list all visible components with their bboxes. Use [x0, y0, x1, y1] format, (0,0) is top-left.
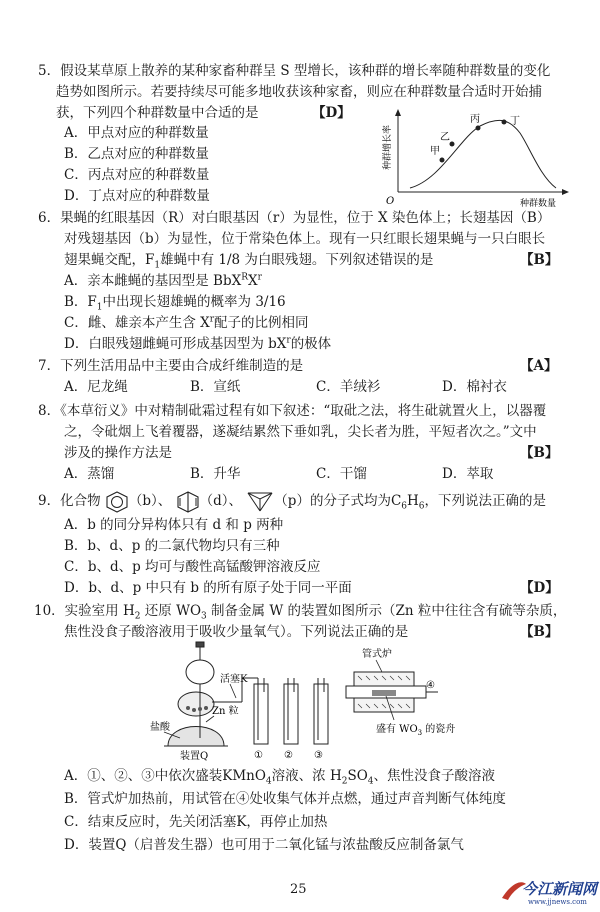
q10-apparatus-figure — [150, 642, 456, 762]
news-site-logo — [498, 872, 598, 908]
q10-line-2: 焦性没食子酸溶液用于吸收少量氧气）。下列说法正确的是 — [64, 624, 409, 640]
q9-option-c: C．b、d、p 均可与酸性高锰酸钾溶液反应 — [64, 559, 321, 575]
wash-bottle-2 — [284, 678, 298, 744]
page-number: 25 — [290, 882, 307, 897]
point-label-ding: 丁 — [510, 116, 520, 127]
q5-option-c: C．丙点对应的种群数量 — [64, 167, 210, 183]
benzene-structure-icon — [105, 491, 129, 513]
label-bottle-1: ① — [254, 750, 263, 761]
graph-origin: O — [386, 196, 395, 207]
q7-answer: 【A】 — [520, 358, 558, 374]
q8-line-1: 8．《本草衍义》中对精制砒霜过程有如下叙述：“取砒之法，将生砒就置火上，以器覆 — [38, 403, 547, 419]
q7-option-c: C．羊绒衫 — [316, 379, 381, 395]
q5-option-d: D．丁点对应的种群数量 — [64, 188, 210, 204]
label-valve: 活塞K — [220, 674, 248, 685]
q9-answer: 【D】 — [520, 580, 559, 596]
point-bing — [476, 126, 481, 131]
porcelain-boat — [372, 690, 396, 696]
furnace-pointer — [376, 660, 382, 672]
label-zn: Zn 粒 — [212, 706, 239, 717]
q10-option-d: D．装置Q（启普发生器）也可用于二氧化锰与浓盐酸反应制备氯气 — [64, 837, 464, 853]
q9-line-1: 9．化合物 （b）、 （d）、 （p）的分子式均为$C_6H_6$，下列说法正确的是 — [38, 490, 546, 513]
point-yi — [450, 142, 455, 147]
graph-xlabel: 种群数量 — [520, 199, 557, 209]
logo-url: www.jjnews.com — [528, 898, 587, 906]
q7-line-1: 7．下列生活用品中主要由合成纤维制造的是 — [38, 358, 304, 374]
point-label-jia: 甲 — [430, 146, 440, 157]
q6-option-c: C．雌、雄亲本产生含 $X^r$配子的比例相同 — [64, 314, 309, 331]
q5-line-2: 趋势如图所示。若要持续尽可能多地收获该种家畜，则应在种群数量合适时开始捕 — [56, 84, 542, 100]
point-ding — [502, 120, 507, 125]
q7-option-b: B．宣纸 — [190, 379, 241, 395]
label-boat: 盛有 $WO_3$ 的瓷舟 — [376, 724, 456, 737]
point-label-bing: 丙 — [470, 114, 480, 125]
prismane-structure-icon — [246, 491, 274, 513]
graph-ylabel: 种群增长率 — [383, 124, 393, 170]
label-acid: 盐酸 — [150, 722, 170, 733]
q8-answer: 【B】 — [520, 445, 559, 461]
q10-option-b: B．管式炉加热前，用试管在④处收集气体并点燃，通过声音判断气体纯度 — [64, 791, 506, 807]
point-jia — [440, 158, 445, 163]
q8-option-a: A．蒸馏 — [64, 466, 115, 482]
q6-line-1: 6．果蝇的红眼基因（R）对白眼基因（r）为显性，位于 X 染色体上；长翅基因（B） — [38, 210, 551, 226]
kipp-generator — [164, 642, 242, 746]
q10-option-c: C．结束反应时，先关闭活塞K，再停止加热 — [64, 814, 328, 830]
q5-line-3: 获，下列四个种群数量中合适的是 — [56, 105, 259, 121]
q8-line-3: 涉及的操作方法是 — [64, 445, 172, 461]
q9-option-b: B．b、d、p 的二氯代物均只有三种 — [64, 538, 280, 554]
q8-option-c: C．干馏 — [316, 466, 367, 482]
q5-option-b: B．乙点对应的种群数量 — [64, 146, 209, 162]
q8-option-d: D．萃取 — [442, 466, 494, 482]
q5-option-a: A．甲点对应的种群数量 — [64, 125, 209, 141]
point-label-yi: 乙 — [440, 132, 450, 143]
q10-answer: 【B】 — [520, 624, 559, 640]
q5-answer: 【D】 — [312, 105, 351, 121]
q7-option-d: D．棉衬衣 — [442, 379, 507, 395]
q6-line-3: 翅果蝇交配，$F_1$雄蝇中有 1/8 为白眼残翅。下列叙述错误的是 — [64, 252, 434, 271]
q10-option-a: A．①、②、③中依次盛装KMnO$_4$溶液、浓 $H_2SO_4$、焦性没食子酸溶液 — [64, 768, 496, 787]
label-device: 装置Q — [180, 751, 209, 762]
q10-line-1: 10．实验室用 $H_2$ 还原 $WO_3$ 制备金属 W 的装置如图所示（Zn 粒中往往含有硫等杂质， — [34, 603, 567, 622]
q9-option-d: D．b、d、p 中只有 b 的所有原子处于同一平面 — [64, 580, 352, 596]
q6-answer: 【B】 — [520, 252, 559, 268]
q6-option-a: A．亲本雌蝇的基因型是 $BbX^RX^r$ — [64, 272, 262, 289]
y-axis-arrow — [395, 109, 401, 116]
valve-pointer — [230, 684, 236, 698]
q6-option-b: B．$F_1$中出现长翅雄蝇的概率为 3/16 — [64, 294, 286, 313]
q7-option-a: A．尼龙绳 — [64, 379, 128, 395]
label-furnace: 管式炉 — [362, 649, 392, 660]
wash-bottle-1 — [254, 678, 268, 744]
q8-option-b: B．升华 — [190, 466, 241, 482]
q5-line-1: 5．假设某草原上散养的某种家畜种群呈 S 型增长，该种群的增长率随种群数量的变化 — [38, 63, 551, 79]
q9-option-a: A．b 的同分异构体只有 d 和 p 两种 — [64, 517, 284, 533]
q6-option-d: D．白眼残翅雌蝇可形成基因型为 $bX^r$的极体 — [64, 335, 332, 352]
logo-name: 今江新闻网 — [522, 880, 598, 898]
wash-bottle-3 — [314, 678, 328, 744]
x-axis-arrow — [562, 189, 569, 195]
q6-line-2: 对残翅基因（b）为显性，位于常染色体上。现有一只红眼长翅果蝇与一只白眼长 — [64, 231, 546, 247]
label-outlet: ④ — [426, 680, 435, 691]
dewar-benzene-structure-icon — [176, 491, 200, 513]
label-bottle-2: ② — [284, 750, 293, 761]
label-bottle-3: ③ — [314, 750, 323, 761]
q8-line-2: 之，令砒烟上飞着覆器，遂凝结累然下垂如乳，尖长者为胜，平短者次之。”文中 — [64, 424, 537, 440]
q5-growth-rate-graph — [370, 108, 570, 208]
